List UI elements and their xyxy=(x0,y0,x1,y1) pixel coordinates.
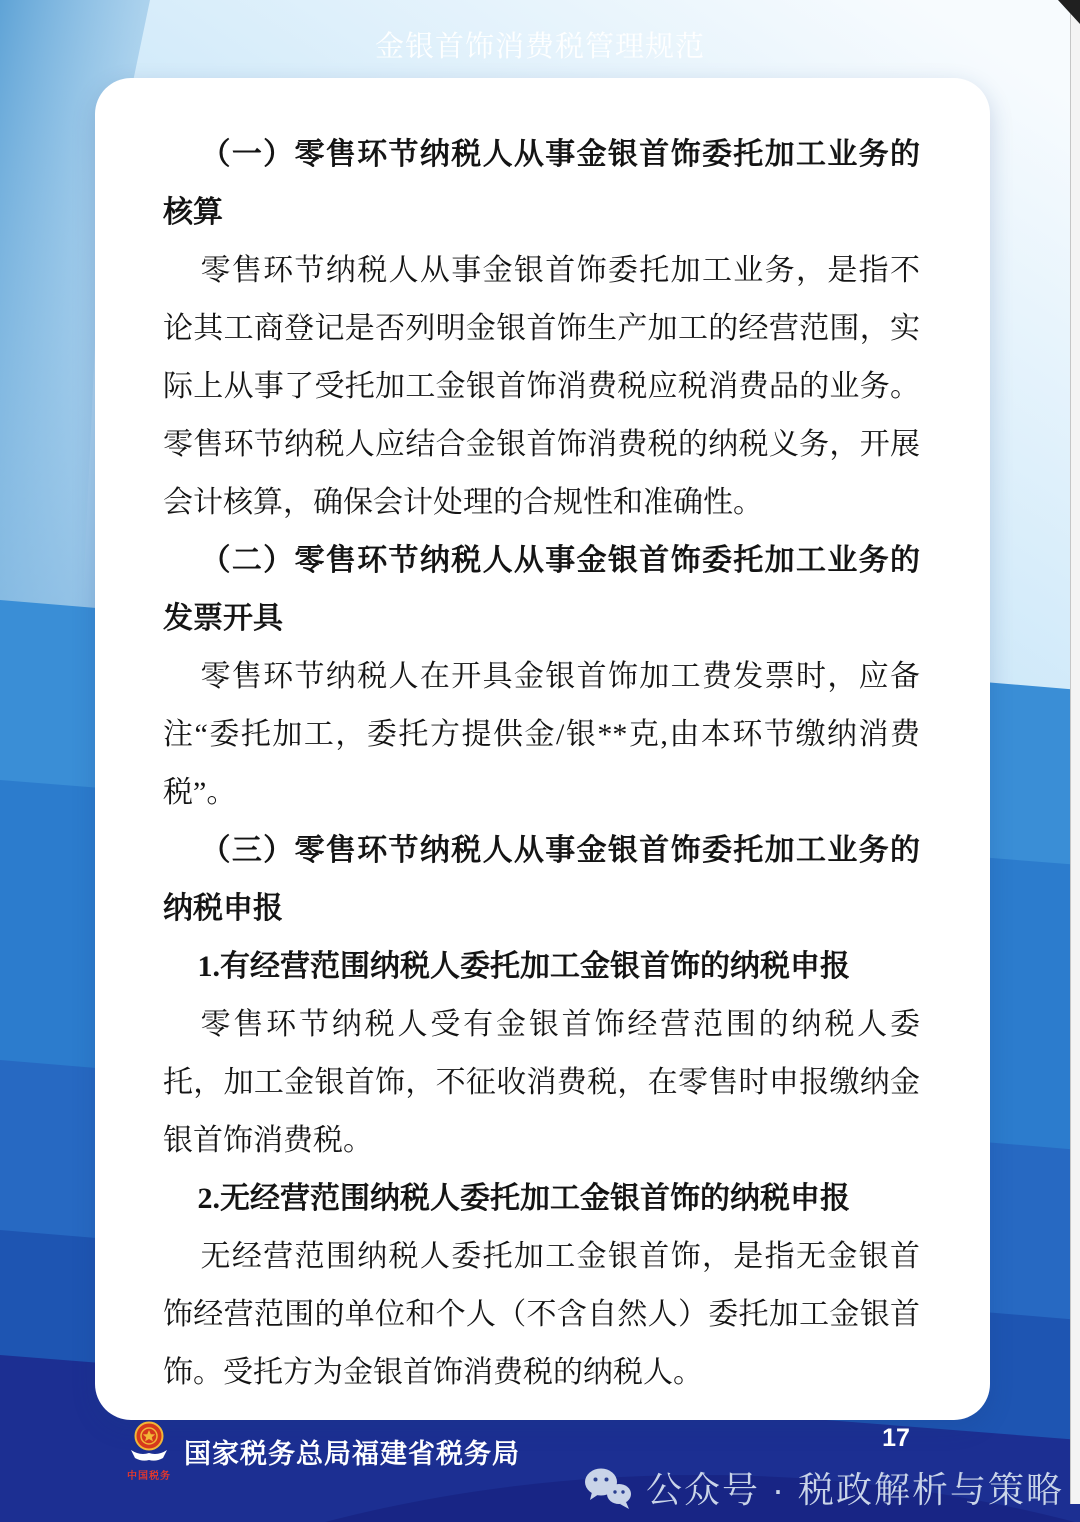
page-title: 金银首饰消费税管理规范 xyxy=(374,31,705,63)
tax-emblem-caption: 中国税务 xyxy=(127,1471,171,1482)
heading: （二）零售环节纳税人从事金银首饰委托加工业务的发票开具 xyxy=(163,544,920,635)
document-body xyxy=(163,126,920,1402)
page-edge xyxy=(1070,0,1080,1504)
paragraph: 无经营范围纳税人委托加工金银首饰，是指无金银首饰经营范围的单位和个人（不含自然人）委托加工金银首饰。受托方为金银首饰消费税的纳税人。 xyxy=(163,1240,920,1389)
content-card xyxy=(95,78,990,1420)
subheading: 1.有经营范围纳税人委托加工金银首饰的纳税申报 xyxy=(197,950,850,983)
page-number: 17 xyxy=(882,1424,910,1452)
watermark-label: 公众号 · 税政解析与策略 xyxy=(646,1469,1064,1510)
heading: （一）零售环节纳税人从事金银首饰委托加工业务的核算 xyxy=(163,138,920,229)
paragraph: 零售环节纳税人从事金银首饰委托加工业务，是指不论其工商登记是否列明金银首饰生产加工的经营范围，实际上从事了受托加工金银首饰消费税应税消费品的业务。零售环节纳税人应结合金银首饰消费税的纳税义务，开展会计核算，确保会计处理的合规性和准确性。 xyxy=(163,254,920,519)
subheading: 2.无经营范围纳税人委托加工金银首饰的纳税申报 xyxy=(197,1182,850,1215)
heading: （三）零售环节纳税人从事金银首饰委托加工业务的纳税申报 xyxy=(163,834,920,925)
paragraph: 零售环节纳税人在开具金银首饰加工费发票时，应备注“委托加工，委托方提供金/银**克,由本环节缴纳消费税”。 xyxy=(163,660,920,809)
org-name: 国家税务总局福建省税务局 xyxy=(184,1439,520,1469)
tax-emblem-icon xyxy=(126,1420,172,1466)
watermark xyxy=(582,1462,1064,1513)
wechat-icon xyxy=(582,1466,634,1510)
corner-fold-mark xyxy=(1058,0,1080,24)
paragraph: 零售环节纳税人受有金银首饰经营范围的纳税人委托，加工金银首饰，不征收消费税，在零售时申报缴纳金银首饰消费税。 xyxy=(163,1008,920,1157)
tax-bureau-logo xyxy=(120,1420,178,1482)
